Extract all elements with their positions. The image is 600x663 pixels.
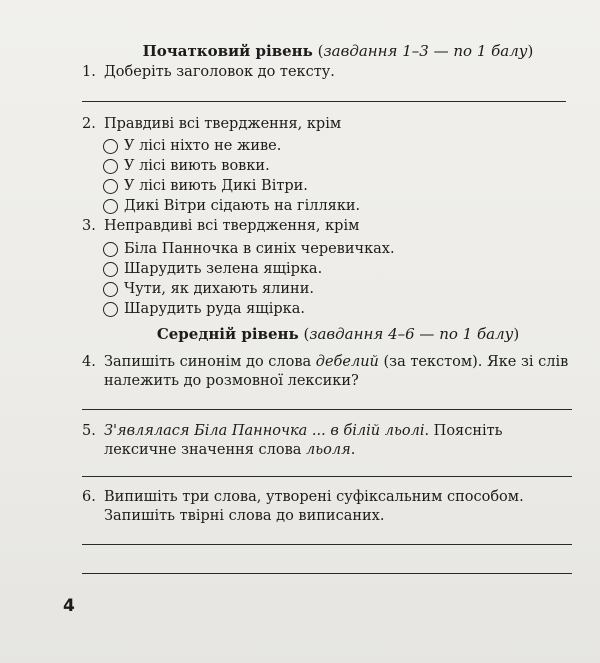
section-level-title: Середній рівень: [156, 325, 299, 343]
paren-open: (: [303, 325, 310, 343]
question-3: [82, 217, 359, 236]
option-text: У лісі виють вовки.: [124, 158, 270, 174]
question-5: [82, 422, 577, 460]
question-text: Неправдиві всі твердження, крім: [104, 218, 360, 234]
option-text: Шарудить руда ящірка.: [124, 301, 305, 317]
question-text-end: .: [350, 442, 356, 458]
section-task-note: завдання 4–6 — по 1 балу: [309, 325, 514, 343]
paren-close: ): [527, 42, 534, 60]
radio-circle[interactable]: [103, 159, 118, 174]
option-text: Чути, як дихають ялини.: [124, 281, 314, 297]
option-3-4[interactable]: [103, 299, 305, 319]
answer-line-4[interactable]: [82, 409, 572, 410]
option-3-2[interactable]: [103, 259, 322, 279]
option-text: Біла Панночка в синіх черевичках.: [124, 241, 395, 257]
option-2-1[interactable]: [103, 136, 281, 156]
radio-circle[interactable]: [103, 302, 118, 317]
radio-circle[interactable]: [103, 139, 118, 154]
answer-line-6b[interactable]: [82, 573, 572, 574]
question-text: Правдиві всі твердження, крім: [104, 116, 342, 132]
section-task-note: завдання 1–3 — по 1 балу: [323, 42, 528, 60]
question-number: 3.: [82, 218, 96, 234]
question-number: 5.: [82, 423, 96, 439]
radio-circle[interactable]: [103, 262, 118, 277]
option-3-1[interactable]: [103, 239, 395, 259]
question-text: Запишіть синонім до слова: [104, 354, 316, 370]
option-text: У лісі виють Дикі Вітри.: [124, 178, 308, 194]
paren-close: ): [513, 325, 520, 343]
question-text: . Поясніть лексичне значення слова: [104, 423, 503, 458]
question-text: Доберіть заголовок до тексту.: [104, 64, 335, 80]
question-word: льоля: [306, 442, 351, 458]
radio-circle[interactable]: [103, 199, 118, 214]
page-number: 4: [63, 596, 75, 616]
question-2: [82, 115, 341, 134]
question-number: 1.: [82, 64, 96, 80]
radio-circle[interactable]: [103, 282, 118, 297]
radio-circle[interactable]: [103, 242, 118, 257]
option-text: Шарудить зелена ящірка.: [124, 261, 323, 277]
question-number: 6.: [82, 489, 96, 505]
question-quote: З'являлася Біла Панночка ... в білій льолі: [104, 423, 425, 439]
option-2-4[interactable]: [103, 196, 360, 216]
section-level-title: Початковий рівень: [142, 42, 313, 60]
paren-open: (: [317, 42, 324, 60]
answer-line-6a[interactable]: [82, 544, 572, 545]
option-text: У лісі ніхто не живе.: [124, 138, 282, 154]
radio-circle[interactable]: [103, 179, 118, 194]
question-4: [82, 353, 577, 391]
section-heading-middle: [0, 325, 600, 343]
question-6: [82, 488, 577, 526]
question-number: 2.: [82, 116, 96, 132]
question-1: [82, 63, 335, 82]
option-2-3[interactable]: [103, 176, 308, 196]
question-text-end: (за текстом). Яке зі слів належить до розмовної лексики?: [104, 354, 569, 389]
option-2-2[interactable]: [103, 156, 270, 176]
option-text: Дикі Вітри сідають на гілляки.: [124, 198, 361, 214]
question-word: дебелий: [315, 354, 379, 370]
question-number: 4.: [82, 354, 96, 370]
answer-line-5[interactable]: [82, 476, 572, 477]
answer-line-1[interactable]: [82, 101, 566, 102]
question-text: Випишіть три слова, утворені суфіксальним способом. Запишіть твірні слова до виписаних.: [104, 489, 524, 524]
option-3-3[interactable]: [103, 279, 314, 299]
section-heading-initial: [0, 42, 600, 60]
